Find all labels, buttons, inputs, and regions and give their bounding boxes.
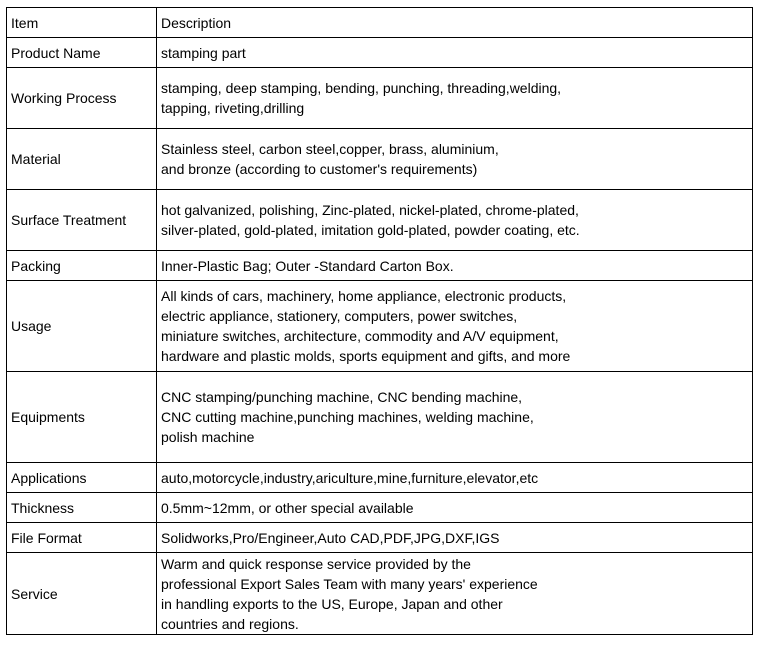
row-description [157, 68, 753, 129]
table-row [7, 493, 753, 523]
table-row [7, 129, 753, 190]
description-line: stamping, deep stamping, bending, punching, threading,welding, [161, 80, 562, 96]
description-line: CNC stamping/punching machine, CNC bending machine, [161, 389, 523, 405]
description-line: Warm and quick response service provided by the [161, 555, 471, 572]
table-row [7, 372, 753, 463]
description-line: silver-plated, gold-plated, imitation gold-plated, powder coating, etc. [161, 222, 580, 238]
header-item: Item [7, 8, 157, 38]
row-item: Packing [7, 251, 157, 281]
row-item: Service [7, 553, 157, 635]
description-line: 0.5mm~12mm, or other special available [161, 499, 414, 516]
table-row [7, 523, 753, 553]
table-row [7, 190, 753, 251]
description-line: miniature switches, architecture, commodity and A/V equipment, [161, 328, 559, 344]
row-description [157, 129, 753, 190]
header-description: Description [157, 8, 753, 38]
row-item: Product Name [7, 38, 157, 68]
row-item: Usage [7, 281, 157, 372]
table-row [7, 68, 753, 129]
table-row [7, 553, 753, 635]
row-item: Equipments [7, 372, 157, 463]
description-line: CNC cutting machine,punching machines, welding machine, [161, 409, 534, 425]
description-line: All kinds of cars, machinery, home appliance, electronic products, [161, 288, 567, 304]
description-line: hot galvanized, polishing, Zinc-plated, nickel-plated, chrome-plated, [161, 202, 579, 218]
row-item: Surface Treatment [7, 190, 157, 251]
table-row [7, 251, 753, 281]
row-description [157, 493, 753, 523]
description-line: and bronze (according to customer's requirements) [161, 161, 478, 177]
spec-table [6, 7, 753, 635]
description-line: countries and regions. [161, 615, 299, 632]
row-description [157, 251, 753, 281]
description-line: polish machine [161, 429, 255, 445]
description-line: in handling exports to the US, Europe, Japan and other [161, 595, 503, 612]
description-line: professional Export Sales Team with many years' experience [161, 575, 538, 592]
row-description [157, 372, 753, 463]
row-description [157, 523, 753, 553]
row-item: Thickness [7, 493, 157, 523]
row-description [157, 38, 753, 68]
description-line: Stainless steel, carbon steel,copper, brass, aluminium, [161, 141, 499, 157]
row-description [157, 190, 753, 251]
row-description [157, 553, 753, 635]
description-line: Solidworks,Pro/Engineer,Auto CAD,PDF,JPG,DXF,IGS [161, 529, 500, 546]
row-item: Material [7, 129, 157, 190]
row-description [157, 281, 753, 372]
row-description [157, 463, 753, 493]
row-item: Working Process [7, 68, 157, 129]
description-line: tapping, riveting,drilling [161, 100, 305, 116]
description-line: stamping part [161, 44, 246, 61]
table-header-row [7, 8, 753, 38]
description-line: electric appliance, stationery, computers, power switches, [161, 308, 518, 324]
description-line: auto,motorcycle,industry,ariculture,mine,furniture,elevator,etc [161, 469, 539, 486]
table-row [7, 281, 753, 372]
description-line: Inner-Plastic Bag; Outer -Standard Carton Box. [161, 257, 454, 274]
table-row [7, 38, 753, 68]
description-line: hardware and plastic molds, sports equipment and gifts, and more [161, 348, 571, 364]
row-item: Applications [7, 463, 157, 493]
table-row [7, 463, 753, 493]
row-item: File Format [7, 523, 157, 553]
